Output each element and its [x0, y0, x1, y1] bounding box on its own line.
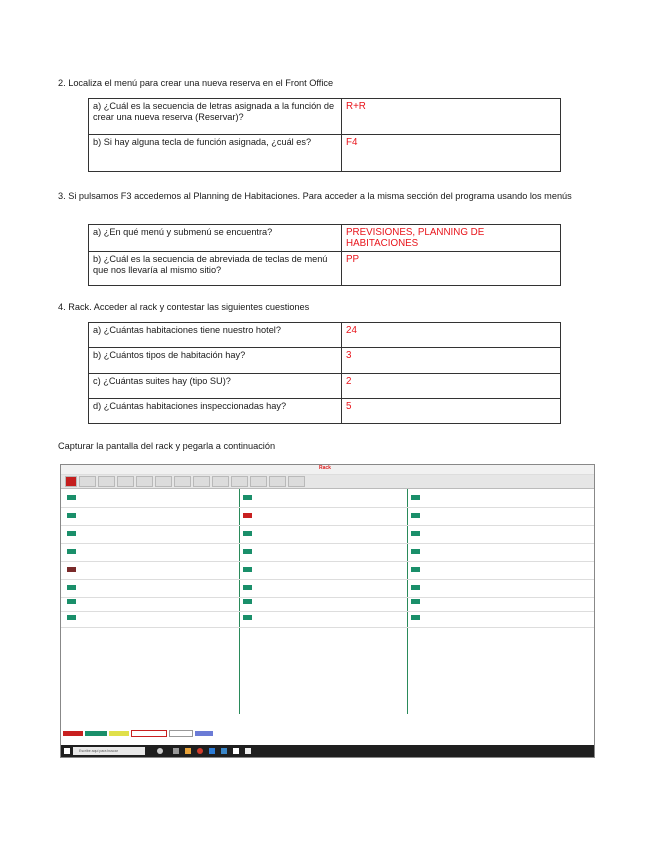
rack-row[interactable] [61, 529, 594, 544]
rack-row[interactable] [61, 493, 594, 508]
question-cell: b) ¿Cuántos tipos de habitación hay? [89, 348, 342, 374]
rack-legend [61, 729, 595, 737]
section-3-heading: 3. Si pulsamos F3 accedemos al Planning de Habitaciones. Para acceder a la misma sección del programa usando los menús [58, 191, 572, 201]
rack-row[interactable] [61, 597, 594, 612]
toolbar-button[interactable] [212, 476, 229, 487]
room-status-icon [243, 549, 252, 554]
rack-screenshot [60, 464, 595, 758]
legend-swatch [85, 731, 107, 736]
room-status-icon [411, 495, 420, 500]
toolbar-button[interactable] [136, 476, 153, 487]
table-row [89, 348, 561, 374]
question-cell: d) ¿Cuántas habitaciones inspeccionadas hay? [89, 399, 342, 424]
room-status-icon [67, 549, 76, 554]
task-view-icon[interactable] [173, 748, 179, 754]
room-status-icon [243, 513, 252, 518]
toolbar-button[interactable] [117, 476, 134, 487]
legend-swatch [63, 731, 83, 736]
question-cell: c) ¿Cuántas suites hay (tipo SU)? [89, 374, 342, 399]
toolbar-button[interactable] [174, 476, 191, 487]
room-status-icon [67, 513, 76, 518]
table-row [89, 135, 561, 172]
rack-row[interactable] [61, 511, 594, 526]
room-status-icon [411, 585, 420, 590]
edge-icon[interactable] [209, 748, 215, 754]
taskbar-search-input[interactable]: Escribe aquí para buscar [73, 747, 145, 755]
table-row [89, 323, 561, 348]
file-explorer-icon[interactable] [185, 748, 191, 754]
room-status-icon [67, 531, 76, 536]
section-4-table [88, 322, 561, 424]
legend-swatch [169, 730, 193, 737]
room-status-icon [243, 599, 252, 604]
rack-window-titlebar [61, 465, 594, 475]
legend-swatch [109, 731, 129, 736]
room-status-icon [411, 531, 420, 536]
rack-row[interactable] [61, 547, 594, 562]
question-cell: b) ¿Cuál es la secuencia de abreviada de teclas de menú que nos llevaría al mismo sitio? [89, 252, 342, 286]
room-status-icon [243, 495, 252, 500]
answer-cell[interactable]: F4 [342, 135, 561, 172]
rack-toolbar [61, 475, 594, 489]
capture-instruction: Capturar la pantalla del rack y pegarla a continuación [58, 441, 276, 451]
room-status-icon [411, 549, 420, 554]
rack-row[interactable] [61, 583, 594, 598]
toolbar-button[interactable] [288, 476, 305, 487]
toolbar-button[interactable] [231, 476, 248, 487]
rack-row[interactable] [61, 613, 594, 628]
table-row [89, 252, 561, 286]
room-status-icon [411, 567, 420, 572]
app-icon[interactable] [233, 748, 239, 754]
answer-cell[interactable]: 24 [342, 323, 561, 348]
room-status-icon [411, 599, 420, 604]
room-status-icon [67, 599, 76, 604]
app-icon[interactable] [245, 748, 251, 754]
section-3-table [88, 224, 561, 286]
question-cell: a) ¿Cuántas habitaciones tiene nuestro hotel? [89, 323, 342, 348]
question-cell: b) Si hay alguna tecla de función asignada, ¿cuál es? [89, 135, 342, 172]
answer-cell[interactable]: PREVISIONES, PLANNING DE HABITACIONES [342, 225, 561, 252]
toolbar-button[interactable] [155, 476, 172, 487]
table-row [89, 374, 561, 399]
toolbar-button[interactable] [269, 476, 286, 487]
answer-cell[interactable]: R+R [342, 99, 561, 135]
room-status-icon [67, 567, 76, 572]
windows-taskbar [61, 745, 594, 757]
toolbar-button[interactable] [79, 476, 96, 487]
table-row [89, 99, 561, 135]
legend-swatch [195, 731, 213, 736]
toolbar-button[interactable] [193, 476, 210, 487]
section-2-heading: 2. Localiza el menú para crear una nueva reserva en el Front Office [58, 78, 334, 88]
room-status-icon [411, 615, 420, 620]
app-logo-icon [65, 476, 77, 487]
room-status-icon [243, 531, 252, 536]
answer-cell[interactable]: PP [342, 252, 561, 286]
section-4-heading: 4. Rack. Acceder al rack y contestar las siguientes cuestiones [58, 302, 310, 312]
answer-cell[interactable]: 3 [342, 348, 561, 374]
rack-row[interactable] [61, 565, 594, 580]
legend-swatch [131, 730, 167, 737]
table-row [89, 399, 561, 424]
toolbar-button[interactable] [250, 476, 267, 487]
windows-start-icon[interactable] [64, 748, 70, 754]
answer-cell[interactable]: 5 [342, 399, 561, 424]
question-cell: a) ¿Cuál es la secuencia de letras asignada a la función de crear una nueva reserva (Reservar)? [89, 99, 342, 135]
answer-cell[interactable]: 2 [342, 374, 561, 399]
chrome-icon[interactable] [197, 748, 203, 754]
room-status-icon [243, 567, 252, 572]
store-icon[interactable] [221, 748, 227, 754]
room-status-icon [411, 513, 420, 518]
toolbar-button[interactable] [98, 476, 115, 487]
room-status-icon [67, 495, 76, 500]
room-status-icon [243, 615, 252, 620]
section-2-table [88, 98, 561, 172]
window-title: Rack [319, 465, 331, 471]
room-status-icon [67, 585, 76, 590]
rack-grid [61, 489, 594, 714]
room-status-icon [243, 585, 252, 590]
cortana-icon[interactable] [157, 748, 163, 754]
table-row [89, 225, 561, 252]
room-status-icon [67, 615, 76, 620]
question-cell: a) ¿En qué menú y submenú se encuentra? [89, 225, 342, 252]
